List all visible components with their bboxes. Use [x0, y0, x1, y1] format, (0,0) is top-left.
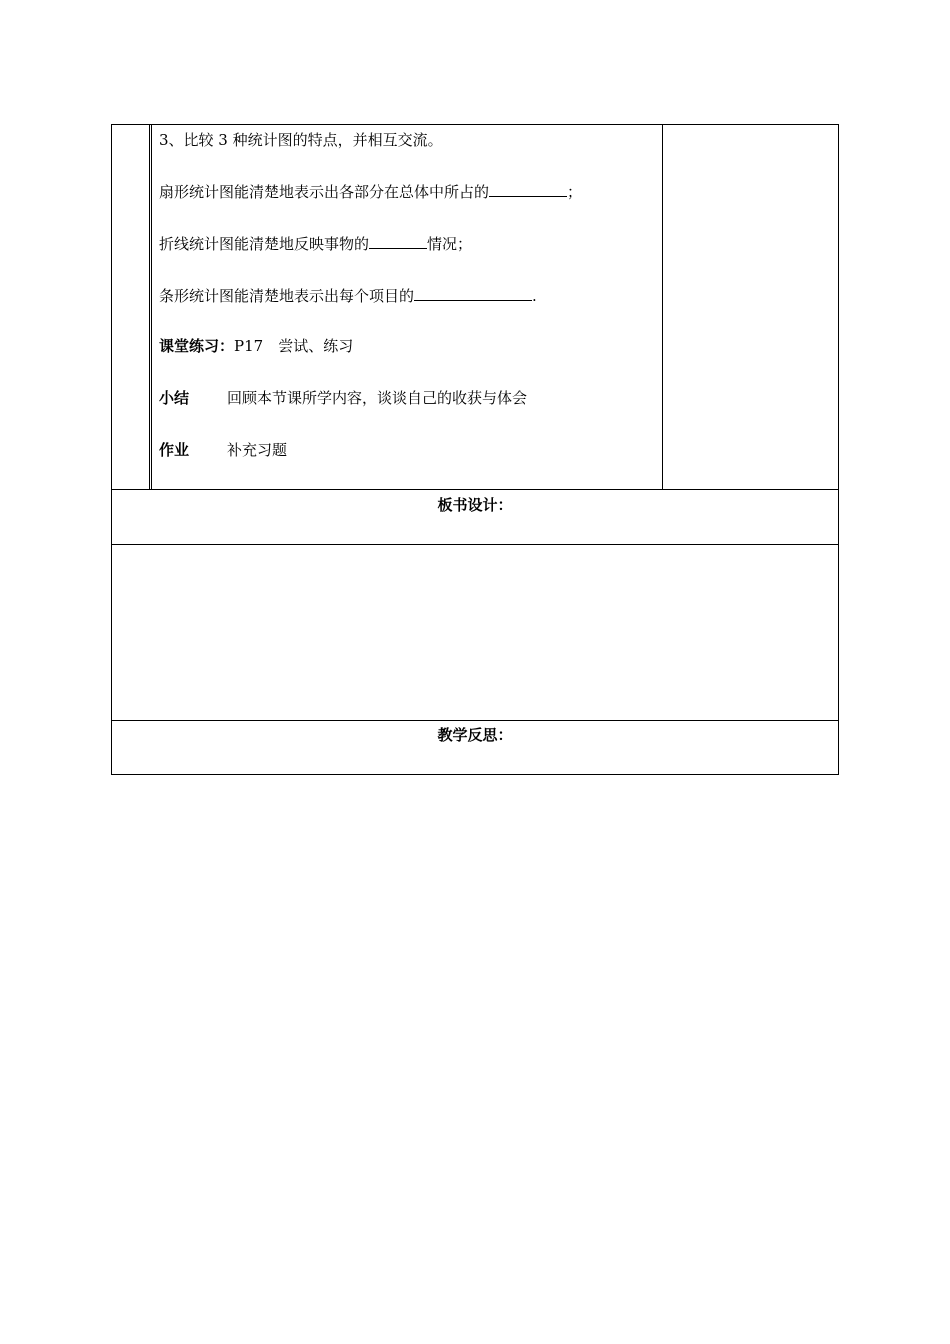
- practice-line: [159, 336, 353, 356]
- column-divider-left: [149, 124, 150, 490]
- homework-label: 作业: [159, 441, 190, 459]
- reflection-heading: 教学反思：: [437, 726, 513, 744]
- summary-label: 小结: [159, 389, 190, 407]
- column-divider-right: [662, 124, 663, 490]
- line-chart-blank: [369, 234, 427, 249]
- fan-chart-text: 扇形统计图能清楚地表示出各部分在总体中所占的: [159, 183, 490, 201]
- bar-chart-suffix: .: [532, 287, 537, 305]
- table-border-top: [111, 124, 839, 125]
- practice-text: P17 尝试、练习: [234, 337, 354, 355]
- table-border-right: [838, 124, 839, 775]
- item-3-text: 3、比较 3 种统计图的特点，并相互交流。: [159, 131, 443, 149]
- lesson-plan-table: [111, 124, 839, 775]
- line-chart-line: [159, 234, 472, 254]
- fan-chart-line: [159, 182, 582, 202]
- bar-chart-text: 条形统计图能清楚地表示出每个项目的: [159, 287, 415, 305]
- practice-label: 课堂练习：: [159, 337, 235, 355]
- bar-chart-line: [159, 286, 537, 306]
- table-divider-board-body: [111, 544, 839, 545]
- summary-text: 回顾本节课所学内容，谈谈自己的收获与体会: [227, 389, 528, 407]
- table-border-left: [111, 124, 112, 775]
- fan-chart-suffix: ；: [567, 183, 583, 201]
- board-design-heading: 板书设计：: [437, 496, 513, 514]
- table-divider-reflection: [111, 720, 839, 721]
- table-divider-board: [111, 489, 839, 490]
- fan-chart-blank: [489, 182, 567, 197]
- column-divider-left-inner: [151, 124, 152, 490]
- homework-text: 补充习题: [227, 441, 288, 459]
- bar-chart-blank: [414, 286, 532, 301]
- table-border-bottom: [111, 774, 839, 775]
- line-chart-text: 折线统计图能清楚地反映事物的: [159, 235, 370, 253]
- line-chart-suffix: 情况；: [427, 235, 473, 253]
